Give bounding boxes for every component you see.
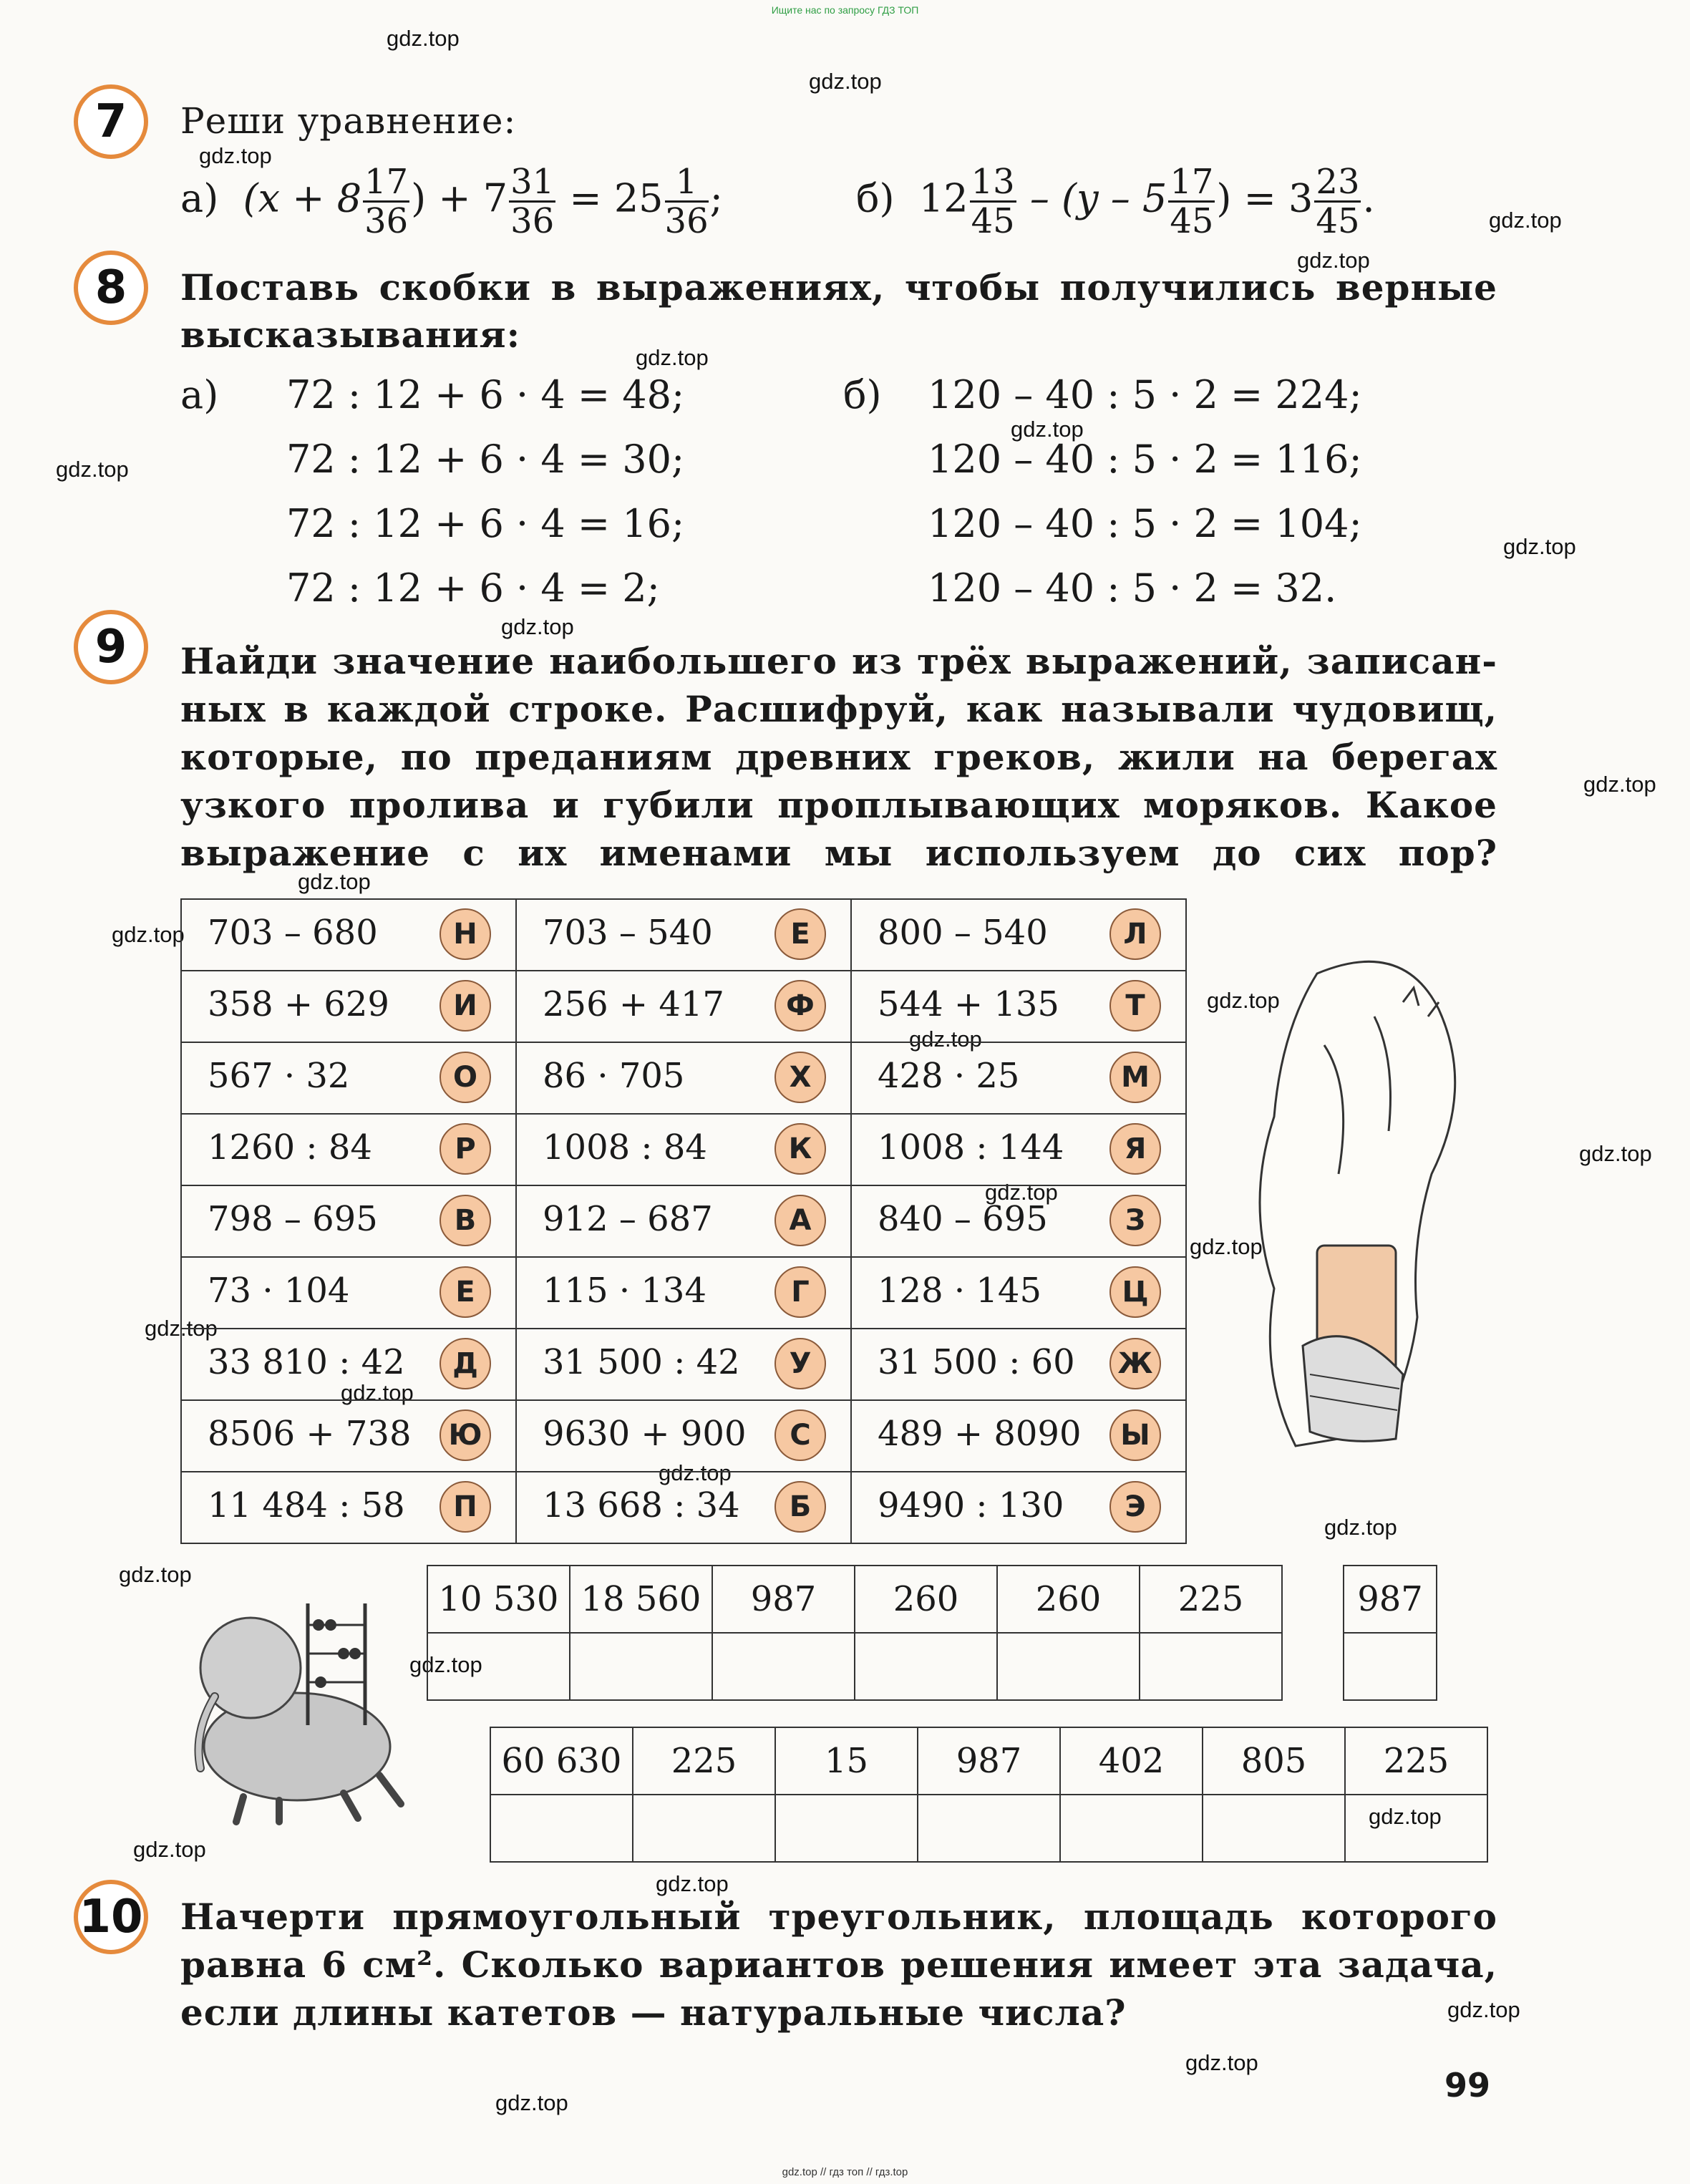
- answer-blank-cell[interactable]: [570, 1633, 712, 1700]
- cipher-row: [181, 971, 1186, 1042]
- cipher-cell: [181, 1400, 516, 1472]
- cipher-expression: 128 · 145: [878, 1271, 1042, 1311]
- answer-blank-cell[interactable]: [633, 1795, 775, 1862]
- cipher-expression: 9630 + 900: [543, 1414, 747, 1454]
- task-8-expression: 120 – 40 : 5 · 2 = 116;: [928, 437, 1362, 482]
- watermark: gdz.top: [636, 345, 709, 370]
- cipher-expression: 544 + 135: [878, 984, 1059, 1024]
- task-number-badge: 9: [74, 610, 148, 684]
- task-number-badge: 8: [74, 251, 148, 325]
- cipher-letter: М: [1109, 1052, 1161, 1103]
- cipher-expression: 33 810 : 42: [208, 1342, 405, 1382]
- watermark: gdz.top: [112, 922, 185, 947]
- cipher-letter: А: [774, 1195, 826, 1246]
- cipher-row: [181, 1185, 1186, 1257]
- cipher-letter: Ю: [440, 1409, 491, 1461]
- answer-number: 987: [1344, 1566, 1437, 1633]
- watermark: gdz.top: [409, 1652, 482, 1677]
- cipher-cell: [516, 1257, 851, 1329]
- task-7-equation-b: б) 12 $\frac{13}{45}$ – (y – 5 $\frac{17}{45}$ ) = 3 $\frac{23}{45}$ .: [856, 162, 1375, 241]
- cipher-expression: 703 – 680: [208, 913, 378, 953]
- cipher-letter: Ц: [1109, 1266, 1161, 1318]
- answer-blank-cell[interactable]: [1344, 1633, 1437, 1700]
- cipher-cell: [181, 1472, 516, 1543]
- cipher-letter: Е: [774, 908, 826, 960]
- answer-blank-cell[interactable]: [1203, 1795, 1345, 1862]
- task-8-expression: 120 – 40 : 5 · 2 = 104;: [928, 501, 1362, 546]
- watermark: gdz.top: [341, 1380, 414, 1405]
- cipher-expression: 115 · 134: [543, 1271, 707, 1311]
- cipher-cell: [851, 1114, 1186, 1185]
- answer-number: 225: [1345, 1727, 1487, 1795]
- task-9-text: Найди значение наибольшего из трёх выражений, записан-: [180, 640, 1497, 682]
- watermark: gdz.top: [298, 869, 371, 894]
- task-10-text: если длины катетов — натуральные числа?: [180, 1991, 1127, 2034]
- watermark: gdz.top: [809, 69, 882, 94]
- cipher-row: [181, 1329, 1186, 1400]
- cipher-letter: Д: [440, 1338, 491, 1389]
- task-8-text: Поставь скобки в выражениях, чтобы получились верные: [180, 266, 1497, 309]
- task-number-badge: 7: [74, 84, 148, 159]
- answer-number: 18 560: [570, 1566, 712, 1633]
- answer-number: 987: [712, 1566, 855, 1633]
- cipher-expression: 1008 : 84: [543, 1127, 707, 1168]
- cipher-cell: [851, 1400, 1186, 1472]
- answer-number: 260: [855, 1566, 997, 1633]
- cipher-letter: Р: [440, 1123, 491, 1175]
- cipher-letter: З: [1109, 1195, 1161, 1246]
- cipher-letter: У: [774, 1338, 826, 1389]
- task-8-label-a: а): [180, 372, 219, 417]
- cipher-cell: [181, 971, 516, 1042]
- watermark: gdz.top: [1503, 534, 1576, 559]
- cipher-row: [181, 1257, 1186, 1329]
- answer-grid-single: [1343, 1565, 1437, 1701]
- cipher-expression: 31 500 : 42: [543, 1342, 740, 1382]
- watermark: gdz.top: [1583, 772, 1656, 797]
- cipher-expression: 840 – 695: [878, 1199, 1048, 1239]
- task-9-text: ных в каждой строке. Расшифруй, как называли чудовищ,: [180, 688, 1497, 730]
- answer-blank-cell[interactable]: [1060, 1795, 1203, 1862]
- answer-grid: [490, 1727, 1488, 1863]
- cipher-expression: 8506 + 738: [208, 1414, 412, 1454]
- cipher-expression: 567 · 32: [208, 1056, 350, 1096]
- watermark: gdz.top: [1489, 208, 1562, 233]
- cipher-expression: 428 · 25: [878, 1056, 1020, 1096]
- answer-blank-cell[interactable]: [997, 1633, 1140, 1700]
- cipher-cell: [181, 1114, 516, 1185]
- watermark: gdz.top: [501, 614, 574, 639]
- answer-blank-cell[interactable]: [490, 1795, 633, 1862]
- task-9-text: выражение с их именами мы используем до сих пор?: [180, 832, 1497, 874]
- watermark: gdz.top: [1297, 248, 1370, 273]
- task-8-text: высказывания:: [180, 314, 521, 356]
- cipher-expression: 358 + 629: [208, 984, 389, 1024]
- creature-illustration: [1231, 945, 1475, 1489]
- watermark: gdz.top: [985, 1180, 1058, 1205]
- watermark: gdz.top: [909, 1027, 982, 1052]
- task-7-equation-a: а) (x + 8 $\frac{17}{36}$ ) + 7 $\frac{31}{36}$ = 25 $\frac{1}{36}$ ;: [180, 162, 723, 241]
- answer-grid: [427, 1565, 1283, 1701]
- watermark: gdz.top: [133, 1837, 206, 1862]
- cipher-table: [180, 898, 1187, 1544]
- watermark: gdz.top: [1011, 417, 1084, 442]
- cipher-expression: 1008 : 144: [878, 1127, 1064, 1168]
- cipher-cell: [516, 1329, 851, 1400]
- task-8-label-b: б): [843, 372, 882, 417]
- task-8-expression: 120 – 40 : 5 · 2 = 224;: [928, 372, 1362, 417]
- cipher-letter: Е: [440, 1266, 491, 1318]
- cipher-cell: [181, 1185, 516, 1257]
- answer-number: 402: [1060, 1727, 1203, 1795]
- watermark: gdz.top: [119, 1562, 192, 1587]
- answer-blank-cell[interactable]: [712, 1633, 855, 1700]
- answer-number: 805: [1203, 1727, 1345, 1795]
- cipher-letter: Ф: [774, 980, 826, 1032]
- cipher-expression: 73 · 104: [208, 1271, 350, 1311]
- answer-number: 60 630: [490, 1727, 633, 1795]
- cipher-letter: Я: [1109, 1123, 1161, 1175]
- cipher-row: [181, 1114, 1186, 1185]
- cipher-cell: [851, 1257, 1186, 1329]
- cipher-row: [181, 1400, 1186, 1472]
- watermark: gdz.top: [1190, 1234, 1263, 1259]
- watermark: gdz.top: [1324, 1515, 1397, 1540]
- cipher-expression: 11 484 : 58: [208, 1485, 405, 1525]
- cipher-cell: [851, 1472, 1186, 1543]
- cipher-expression: 1260 : 84: [208, 1127, 372, 1168]
- watermark: gdz.top: [1579, 1141, 1652, 1166]
- cipher-cell: [851, 899, 1186, 971]
- cipher-cell: [181, 1329, 516, 1400]
- answer-blank-cell[interactable]: [1345, 1795, 1487, 1862]
- top-banner: Ищите нас по запросу ГДЗ ТОП: [771, 4, 919, 16]
- watermark: gdz.top: [659, 1460, 732, 1485]
- cipher-expression: 800 – 540: [878, 913, 1048, 953]
- cipher-letter: С: [774, 1409, 826, 1461]
- answer-number: 10 530: [427, 1566, 570, 1633]
- bottom-banner: gdz.top // гдз топ // гдз.top: [782, 2166, 908, 2178]
- cipher-expression: 86 · 705: [543, 1056, 685, 1096]
- cipher-cell: [516, 1114, 851, 1185]
- task-10-text: Начерти прямоугольный треугольник, площадь которого: [180, 1896, 1497, 1938]
- elephant-abacus-illustration: [172, 1589, 437, 1825]
- task-10-text: равна 6 см². Сколько вариантов решения имеет эта задача,: [180, 1943, 1497, 1986]
- answer-blank-cell[interactable]: [855, 1633, 997, 1700]
- cipher-letter: В: [440, 1195, 491, 1246]
- watermark: gdz.top: [1369, 1804, 1442, 1829]
- cipher-letter: Х: [774, 1052, 826, 1103]
- cipher-row: [181, 899, 1186, 971]
- answer-number: 15: [775, 1727, 918, 1795]
- page-number: 99: [1444, 2066, 1491, 2105]
- cipher-letter: Э: [1109, 1481, 1161, 1533]
- cipher-cell: [516, 1472, 851, 1543]
- cipher-letter: О: [440, 1052, 491, 1103]
- cipher-cell: [516, 971, 851, 1042]
- cipher-cell: [516, 1185, 851, 1257]
- cipher-letter: Ы: [1109, 1409, 1161, 1461]
- cipher-letter: П: [440, 1481, 491, 1533]
- cipher-expression: 9490 : 130: [878, 1485, 1064, 1525]
- cipher-cell: [851, 1185, 1186, 1257]
- answer-blank-cell[interactable]: [427, 1633, 570, 1700]
- task-8-expression: 72 : 12 + 6 · 4 = 16;: [286, 501, 685, 546]
- cipher-expression: 912 – 687: [543, 1199, 713, 1239]
- watermark: gdz.top: [1185, 2050, 1258, 2075]
- cipher-expression: 256 + 417: [543, 984, 724, 1024]
- cipher-letter: Л: [1109, 908, 1161, 960]
- task-7-title: Реши уравнение:: [180, 100, 517, 142]
- answer-number: 987: [918, 1727, 1060, 1795]
- task-8-expression: 72 : 12 + 6 · 4 = 2;: [286, 566, 660, 611]
- answer-blank-cell[interactable]: [918, 1795, 1060, 1862]
- task-9-text: узкого пролива и губили проплывающих моряков. Какое: [180, 784, 1497, 826]
- answer-number: 225: [1140, 1566, 1282, 1633]
- answer-blank-cell[interactable]: [1140, 1633, 1282, 1700]
- answer-blank-cell[interactable]: [775, 1795, 918, 1862]
- cipher-cell: [516, 1400, 851, 1472]
- cipher-cell: [851, 1329, 1186, 1400]
- answer-number: 260: [997, 1566, 1140, 1633]
- answer-number: 225: [633, 1727, 775, 1795]
- cipher-letter: Б: [774, 1481, 826, 1533]
- cipher-expression: 489 + 8090: [878, 1414, 1082, 1454]
- task-number-badge: 10: [74, 1880, 148, 1954]
- cipher-row: [181, 1472, 1186, 1543]
- cipher-cell: [181, 1042, 516, 1114]
- watermark: gdz.top: [1447, 1997, 1520, 2022]
- cipher-cell: [181, 1257, 516, 1329]
- cipher-letter: Г: [774, 1266, 826, 1318]
- watermark: gdz.top: [387, 26, 460, 51]
- cipher-cell: [181, 899, 516, 971]
- task-8-expression: 72 : 12 + 6 · 4 = 48;: [286, 372, 685, 417]
- cipher-letter: Ж: [1109, 1338, 1161, 1389]
- cipher-cell: [851, 1042, 1186, 1114]
- cipher-letter: К: [774, 1123, 826, 1175]
- cipher-expression: 31 500 : 60: [878, 1342, 1075, 1382]
- task-8-expression: 120 – 40 : 5 · 2 = 32.: [928, 566, 1337, 611]
- watermark: gdz.top: [1207, 988, 1280, 1013]
- cipher-row: [181, 1042, 1186, 1114]
- watermark: gdz.top: [495, 2090, 568, 2115]
- watermark: gdz.top: [199, 143, 272, 168]
- cipher-expression: 703 – 540: [543, 913, 713, 953]
- watermark: gdz.top: [56, 457, 129, 482]
- cipher-expression: 13 668 : 34: [543, 1485, 740, 1525]
- cipher-letter: Т: [1109, 980, 1161, 1032]
- watermark: gdz.top: [656, 1871, 729, 1896]
- watermark: gdz.top: [145, 1316, 218, 1341]
- cipher-cell: [516, 1042, 851, 1114]
- cipher-letter: И: [440, 980, 491, 1032]
- cipher-expression: 798 – 695: [208, 1199, 378, 1239]
- cipher-letter: Н: [440, 908, 491, 960]
- cipher-cell: [851, 971, 1186, 1042]
- cipher-cell: [516, 899, 851, 971]
- task-8-expression: 72 : 12 + 6 · 4 = 30;: [286, 437, 685, 482]
- task-9-text: которые, по преданиям древних греков, жили на берегах: [180, 736, 1497, 778]
